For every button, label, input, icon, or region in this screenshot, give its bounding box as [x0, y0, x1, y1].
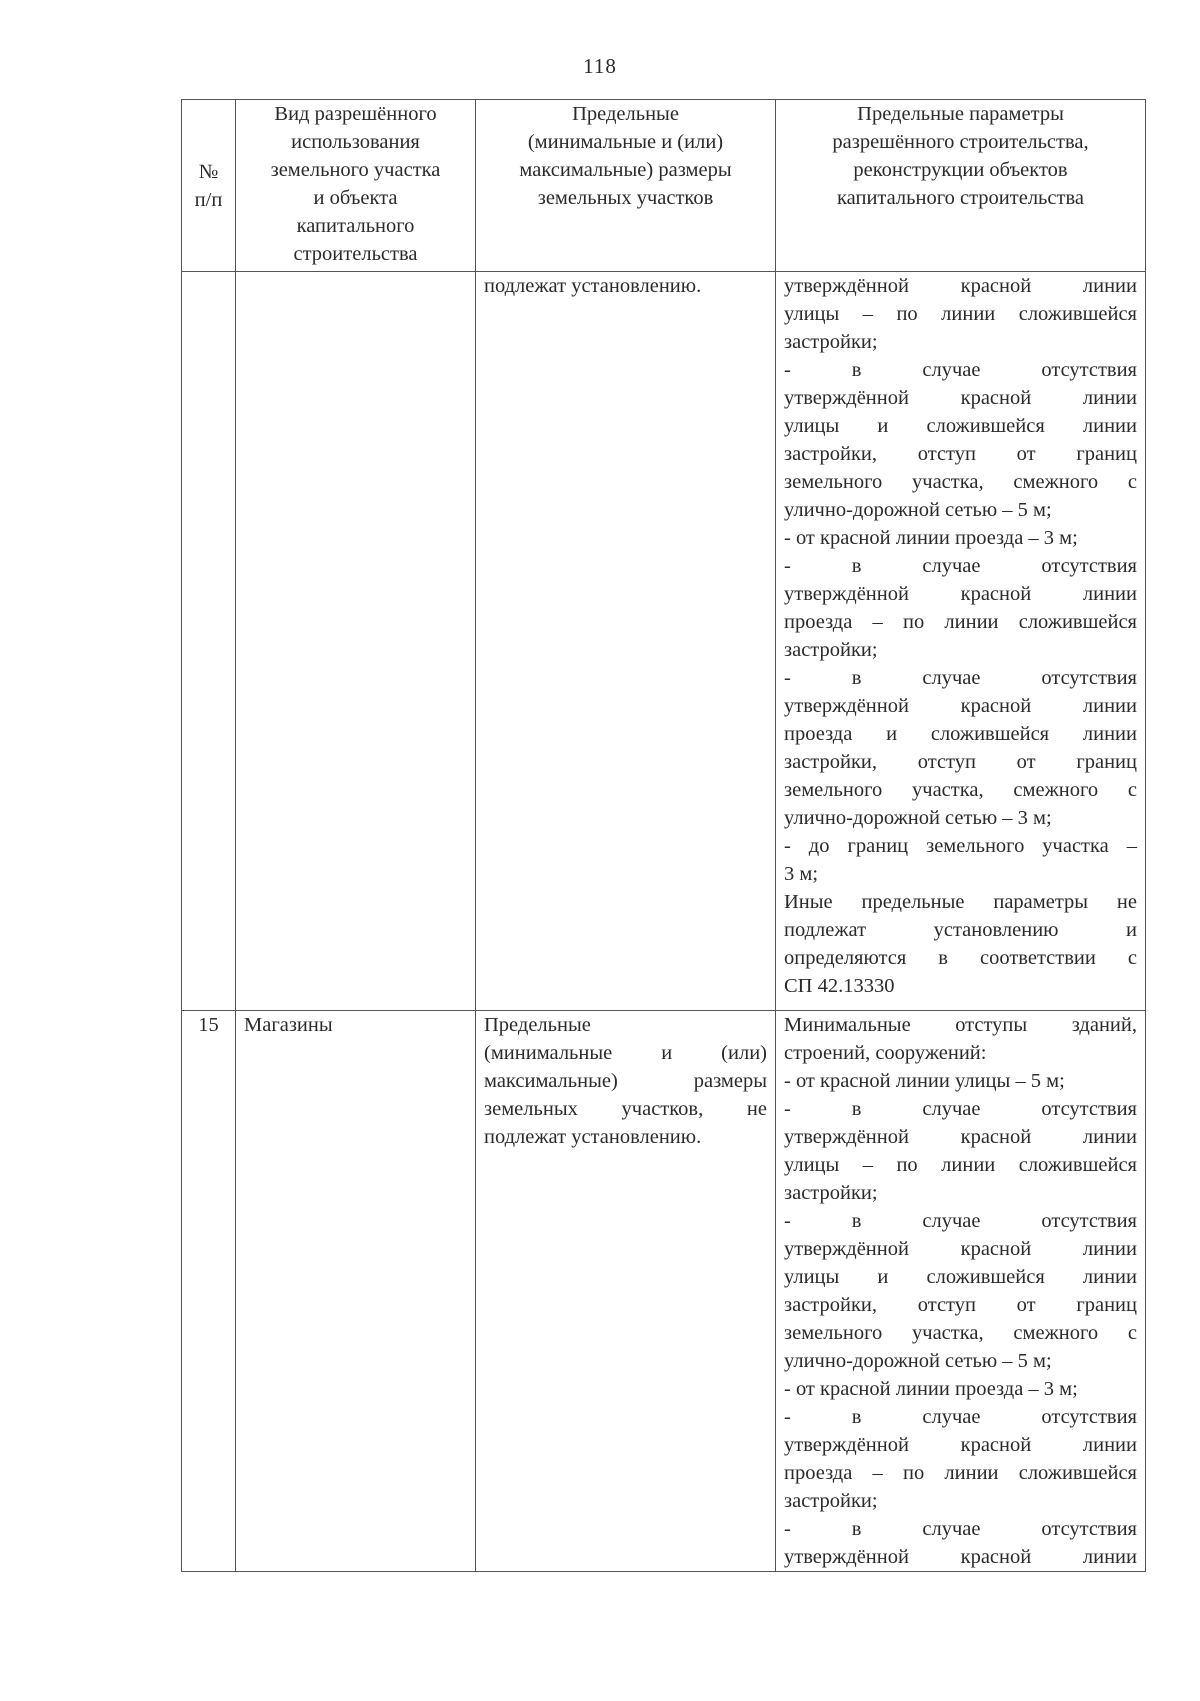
table-row [182, 1011, 1146, 1572]
header-line: Предельные параметры [857, 103, 1064, 125]
cell-text-line: СП 42.13330 [784, 975, 895, 997]
cell-text-line: проезда – по линии сложившейся [784, 611, 1137, 633]
plot-sizes-cell [476, 1011, 776, 1572]
cell-text-line: улично-дорожной сетью – 5 м; [784, 499, 1052, 521]
cell-text-line: - в случае отсутствия [784, 555, 1137, 577]
cell-text-line: застройки; [784, 639, 878, 661]
cell-text-line: (минимальные и (или) [484, 1042, 767, 1064]
cell-text-line: земельного участка, смежного с [784, 1322, 1137, 1344]
cell-text-line: утверждённой красной линии [784, 1546, 1137, 1568]
cell-text-line: утверждённой красной линии [784, 387, 1137, 409]
cell-text-line: - в случае отсутствия [784, 667, 1137, 689]
cell-text-line: проезда – по линии сложившейся [784, 1462, 1137, 1484]
cell-text-line: - в случае отсутствия [784, 1098, 1137, 1120]
cell-text-line: проезда и сложившейся линии [784, 723, 1137, 745]
header-line: земельного участка [270, 159, 441, 181]
cell-text-line: улицы – по линии сложившейся [784, 303, 1137, 325]
cell-text-line: Предельные [484, 1014, 591, 1036]
cell-text-line: - до границ земельного участка – [784, 835, 1137, 857]
cell-text-line: максимальные) размеры [484, 1070, 767, 1092]
cell-text-line: - в случае отсутствия [784, 1210, 1137, 1232]
cell-text-line: - от красной линии проезда – 3 м; [784, 527, 1078, 549]
cell-text-line: застройки; [784, 1490, 878, 1512]
page-number: 118 [583, 54, 617, 78]
header-line: разрешённого строительства, [832, 131, 1089, 153]
cell-text-line: подлежат установлению и [784, 919, 1137, 941]
header-line: капитального строительства [837, 187, 1084, 209]
cell-text-line: - в случае отсутствия [784, 1406, 1137, 1428]
cell-text-line: застройки, отступ от границ [784, 1294, 1137, 1316]
header-line: (минимальные и (или) [527, 131, 724, 153]
header-line: п/п [194, 188, 223, 211]
cell-text-line: улицы – по линии сложившейся [784, 1154, 1137, 1176]
table-header-row [182, 100, 1146, 272]
row-number-cell: 15 [182, 1011, 236, 1572]
use-type-cell [236, 272, 476, 1011]
cell-text-line: улично-дорожной сетью – 3 м; [784, 807, 1052, 829]
header-number [182, 100, 236, 272]
header-line: капитального [296, 215, 415, 237]
cell-text-line: - в случае отсутствия [784, 359, 1137, 381]
table-row [182, 272, 1146, 1011]
header-line: № [198, 160, 219, 183]
cell-text-line: - от красной линии проезда – 3 м; [784, 1378, 1078, 1400]
header-plot-sizes [476, 100, 776, 272]
cell-text-line: улицы и сложившейся линии [784, 1266, 1137, 1288]
header-line: использования [291, 131, 420, 153]
cell-text-line: утверждённой красной линии [784, 275, 1137, 297]
cell-text-line: определяются в соответствии с [784, 947, 1137, 969]
cell-text-line: утверждённой красной линии [784, 1126, 1137, 1148]
cell-text-line: утверждённой красной линии [784, 583, 1137, 605]
header-use-type [236, 100, 476, 272]
cell-text-line: утверждённой красной линии [784, 695, 1137, 717]
header-line: максимальные) размеры [519, 159, 732, 181]
cell-text-line: утверждённой красной линии [784, 1238, 1137, 1260]
row-number-cell [182, 272, 236, 1011]
cell-text-line: улицы и сложившейся линии [784, 415, 1137, 437]
cell-text-line: застройки; [784, 1182, 878, 1204]
cell-text-line: земельного участка, смежного с [784, 471, 1137, 493]
cell-text-line: улично-дорожной сетью – 5 м; [784, 1350, 1052, 1372]
cell-text-line: Минимальные отступы зданий, [784, 1014, 1137, 1036]
parameters-cell [776, 1011, 1146, 1572]
header-line: Вид разрешённого [274, 103, 437, 125]
cell-text-line: застройки, отступ от границ [784, 751, 1137, 773]
cell-text-line: строений, сооружений: [784, 1042, 987, 1064]
cell-text-line: утверждённой красной линии [784, 1434, 1137, 1456]
cell-text-line: - от красной линии улицы – 5 м; [784, 1070, 1065, 1092]
use-type-cell: Магазины [236, 1011, 476, 1572]
cell-text-line: подлежат установлению. [484, 275, 702, 297]
header-line: строительства [293, 243, 418, 265]
parameters-cell [776, 272, 1146, 1011]
header-parameters [776, 100, 1146, 272]
header-line: реконструкции объектов [853, 159, 1068, 181]
cell-text-line: земельных участков, не [484, 1098, 767, 1120]
cell-text-line: застройки, отступ от границ [784, 443, 1137, 465]
cell-text-line: земельного участка, смежного с [784, 779, 1137, 801]
header-line: Предельные [572, 103, 679, 125]
cell-text-line: застройки; [784, 331, 878, 353]
cell-text-line: подлежат установлению. [484, 1126, 702, 1148]
land-use-table [181, 99, 1146, 1572]
cell-text-line: - в случае отсутствия [784, 1518, 1137, 1540]
plot-sizes-cell [476, 272, 776, 1011]
header-line: и объекта [313, 187, 398, 209]
cell-text-line: 3 м; [784, 863, 819, 885]
header-line: земельных участков [537, 187, 714, 209]
cell-text-line: Иные предельные параметры не [784, 891, 1137, 913]
